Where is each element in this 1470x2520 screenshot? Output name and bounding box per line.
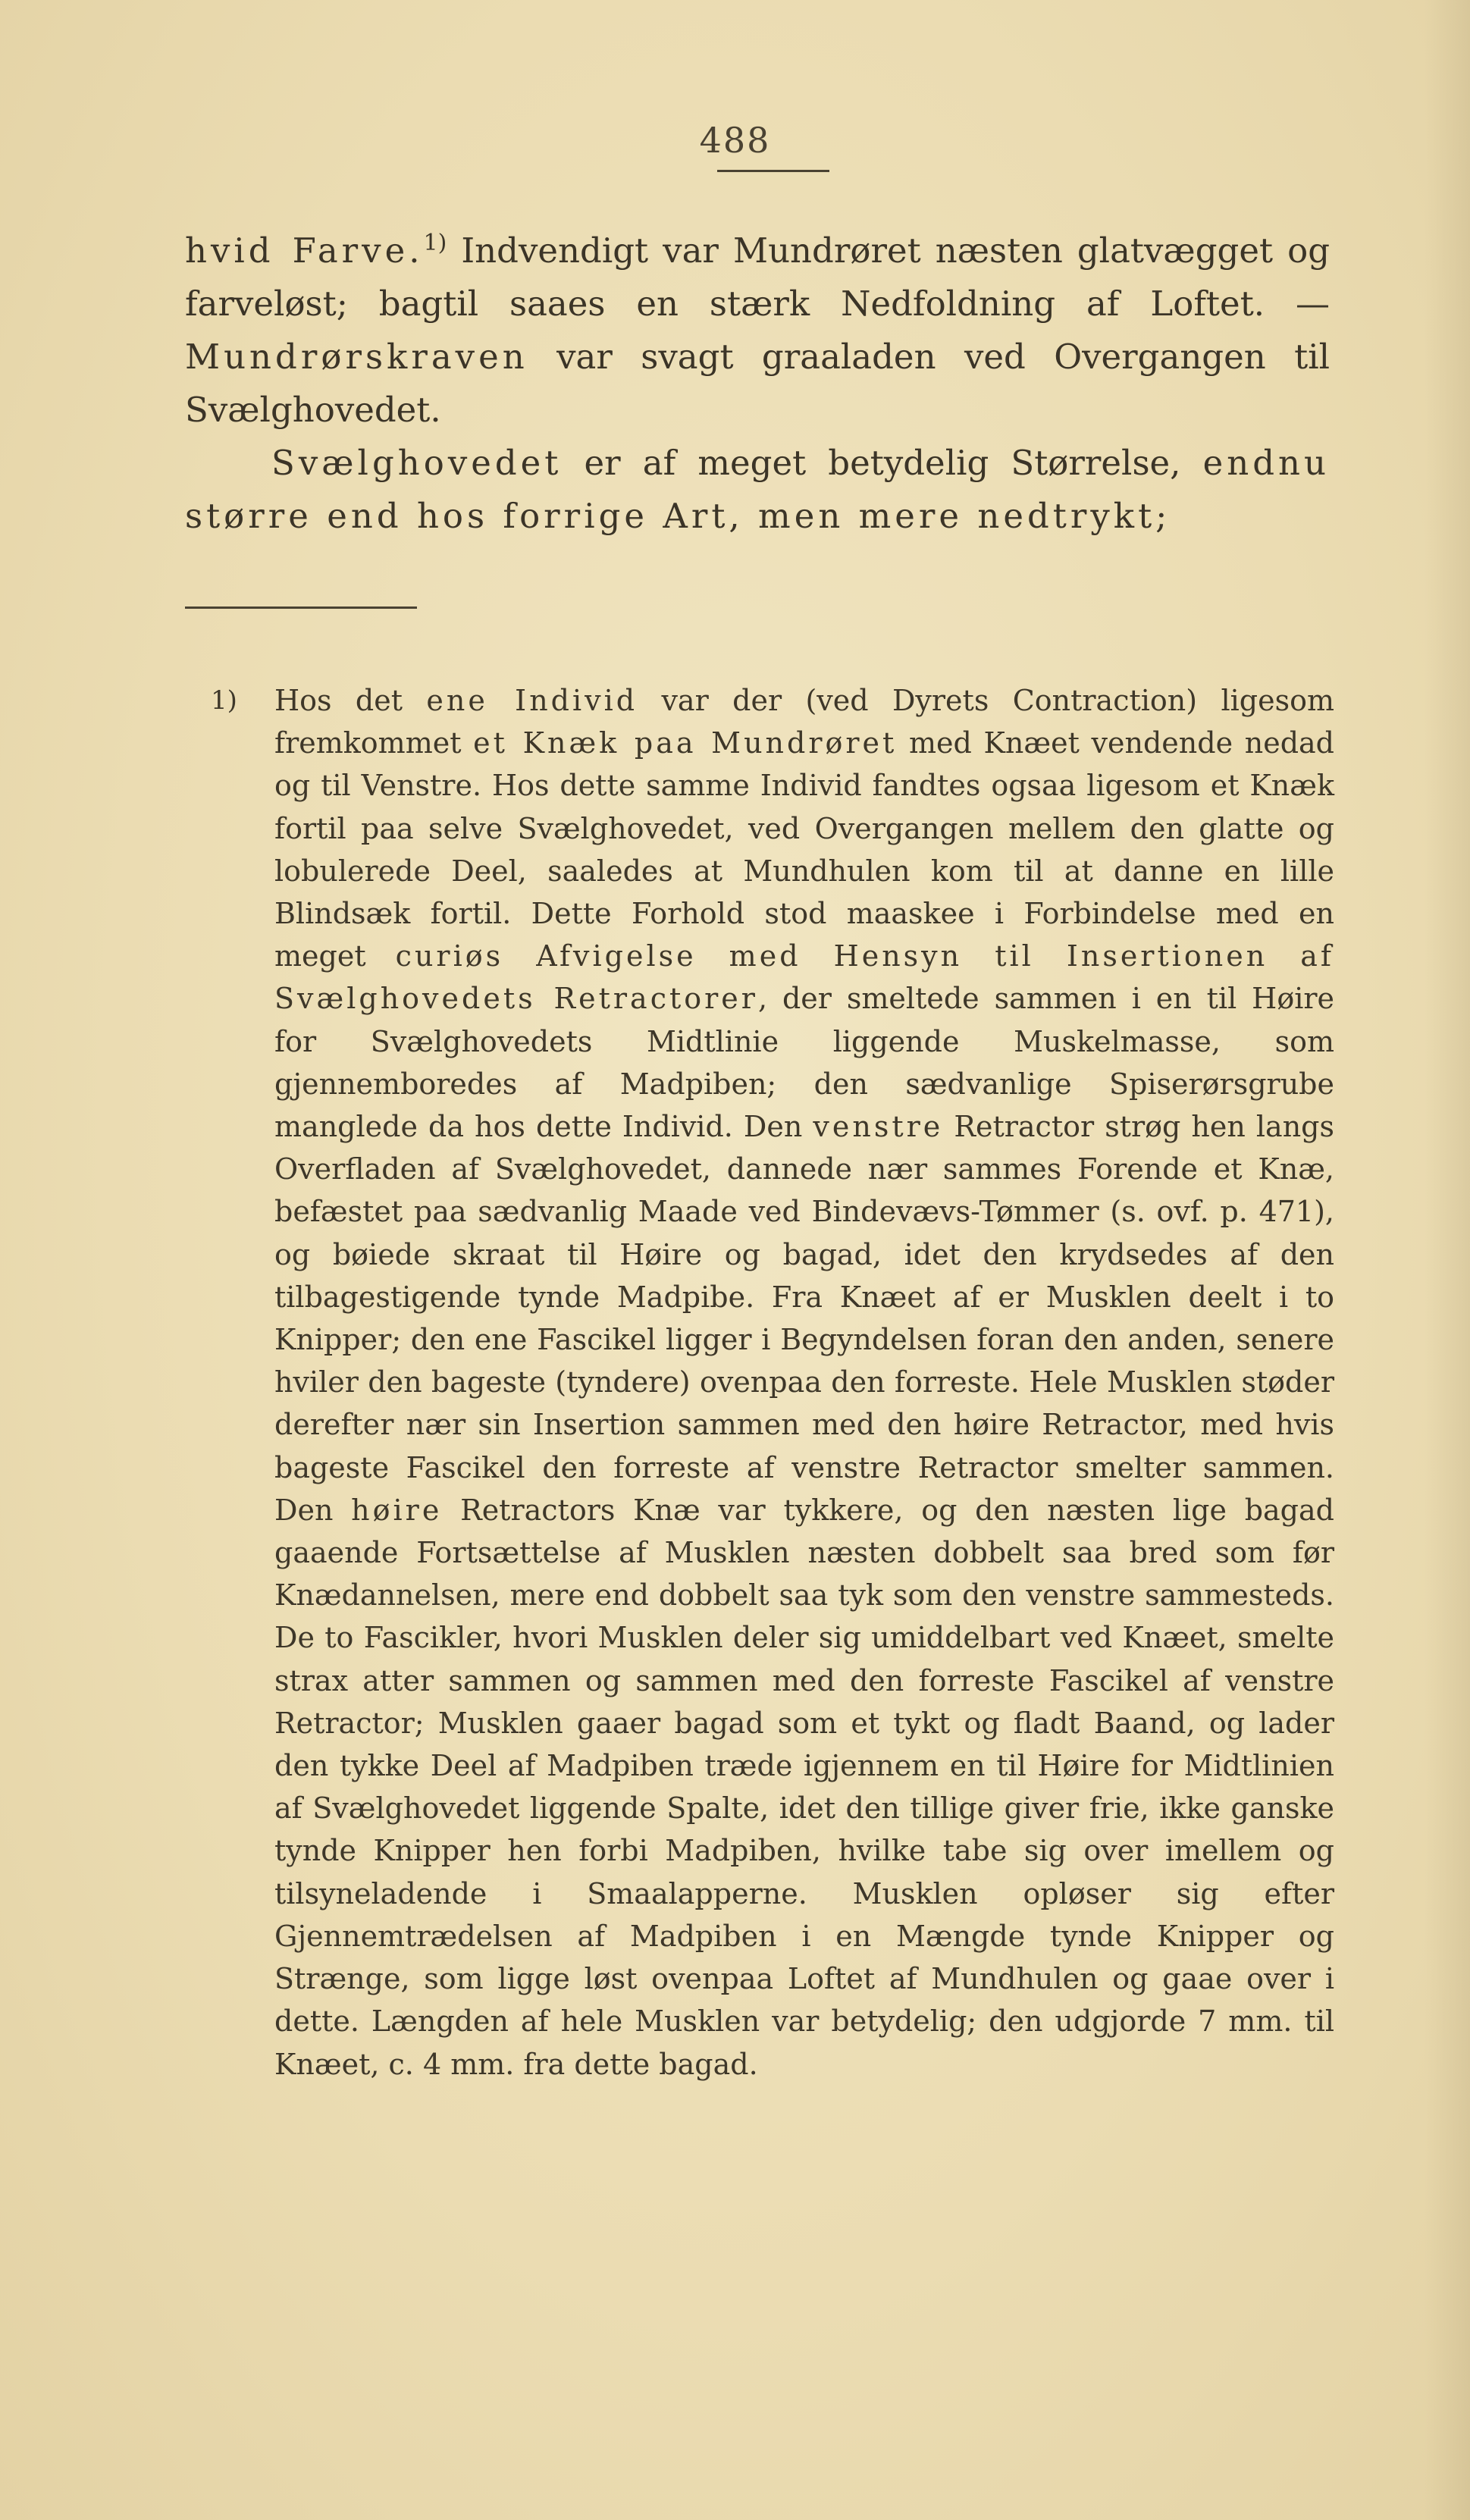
footnote-text: var der (ved Dyrets Contraction) ligesom fremkommet [274, 684, 1334, 760]
footnote-emphasis: et Knæk paa Mundrøret [473, 726, 898, 760]
footnote-text: , der smeltede sammen i en til Høire for Svælghovedets Midtlinie liggende Muskelmasse, som gjennemboredes af Madpiben; den sædvanlige Spiserørsgrube manglede da hos dette Individ. Den [274, 982, 1335, 1144]
footnote-marker: 1) [211, 685, 237, 716]
footnote-text: Hos det [274, 684, 427, 717]
paragraph-2-text: er af meget betydelig Størrelse, [562, 443, 1181, 483]
page-number-rule [717, 170, 829, 172]
paragraph-1-text: Indvendigt var Mundrøret næsten glatvægget og farveløst; bagtil saaes en stærk Nedfoldning af Loftet. — [185, 230, 1330, 324]
emphasis-farve: hvid Farve. [185, 230, 424, 271]
page-edge-shadow [1425, 0, 1470, 2520]
footnote [212, 679, 1334, 2086]
footnote-text: med Knæet vendende nedad og til Venstre. Hos dette samme Individ fandtes ogsaa ligesom et Knæk fortil paa selve Svælghovedet, ved Overgangen mellem den glatte og lobulerede Deel, saaledes at Mundhulen kom til at danne en lille Blindsæk fortil. Dette Forhold stod maaskee i Forbindelse med en meget [274, 726, 1334, 973]
footnote-text: Retractor strøg hen langs Overfladen af Svælghovedet, dannede nær sammes Forende et Knæ, befæstet paa sædvanlig Maade ved Bindevævs-Tømmer (s. ovf. p. 471), og bøiede skraat til Høire og bagad, idet den krydsedes af den tilbagestigende tynde Madpibe. Fra Knæet af er Musklen deelt i to Knipper; den ene Fascikel ligger i Begyndelsen foran den anden, senere hviler den bageste (tyndere) ovenpaa den forreste. Hele Musklen støder derefter nær sin Insertion sammen med den høire Retractor, med hvis bageste Fascikel den forreste af venstre Retractor smelter sammen. Den [274, 1110, 1334, 1527]
footnote-separator [185, 606, 417, 609]
paragraph-1 [185, 217, 1330, 437]
emphasis-mundrorskraven: Mundrørskraven [185, 337, 528, 377]
footnote-body [274, 679, 1334, 2086]
paragraph-1-end: var svagt graaladen ved Overgangen til Svælghovedet. [185, 337, 1330, 430]
footnote-emphasis: ene Individ [426, 684, 638, 717]
footnote-emphasis: høire [351, 1493, 443, 1527]
footnote-emphasis: venstre [813, 1110, 944, 1144]
main-text [185, 217, 1330, 543]
footnote-emphasis: curiøs Afvigelse med Hensyn til Insertionen af Svælghovedets Retractorer [274, 939, 1334, 1016]
emphasis-svaelghovedet: Svælghovedet [271, 443, 563, 483]
page-number: 488 [699, 120, 771, 161]
emphasis-endnu: endnu større end hos forrige Art, men mere nedtrykt; [185, 443, 1330, 536]
paragraph-2 [185, 437, 1330, 543]
footnote-text: Retractors Knæ var tykkere, og den næsten lige bagad gaaende Fortsættelse af Musklen næsten dobbelt saa bred som før Knædannelsen, mere end dobbelt saa tyk som den venstre sammesteds. De to Fascikler, hvori Musklen deler sig umiddelbart ved Knæet, smelte strax atter sammen og sammen med den forreste Fascikel af venstre Retractor; Musklen gaaer bagad som et tykt og fladt Baand, og lader den tykke Deel af Madpiben træde igjennem en til Høire for Midtlinien af Svælghovedet liggende Spalte, idet den tillige giver frie, ikke ganske tynde Knipper hen forbi Madpiben, hvilke tabe sig over imellem og tilsyneladende i Smaalapperne. Musklen opløser sig efter Gjennemtrædelsen af Madpiben i en Mængde tynde Knipper og Strænge, som ligge løst ovenpaa Loftet af Mundhulen og gaae over i dette. Længden af hele Musklen var betydelig; den udgjorde 7 mm. til Knæet, c. 4 mm. fra dette bagad. [274, 1493, 1334, 2081]
footnote-reference: 1) [423, 230, 447, 256]
